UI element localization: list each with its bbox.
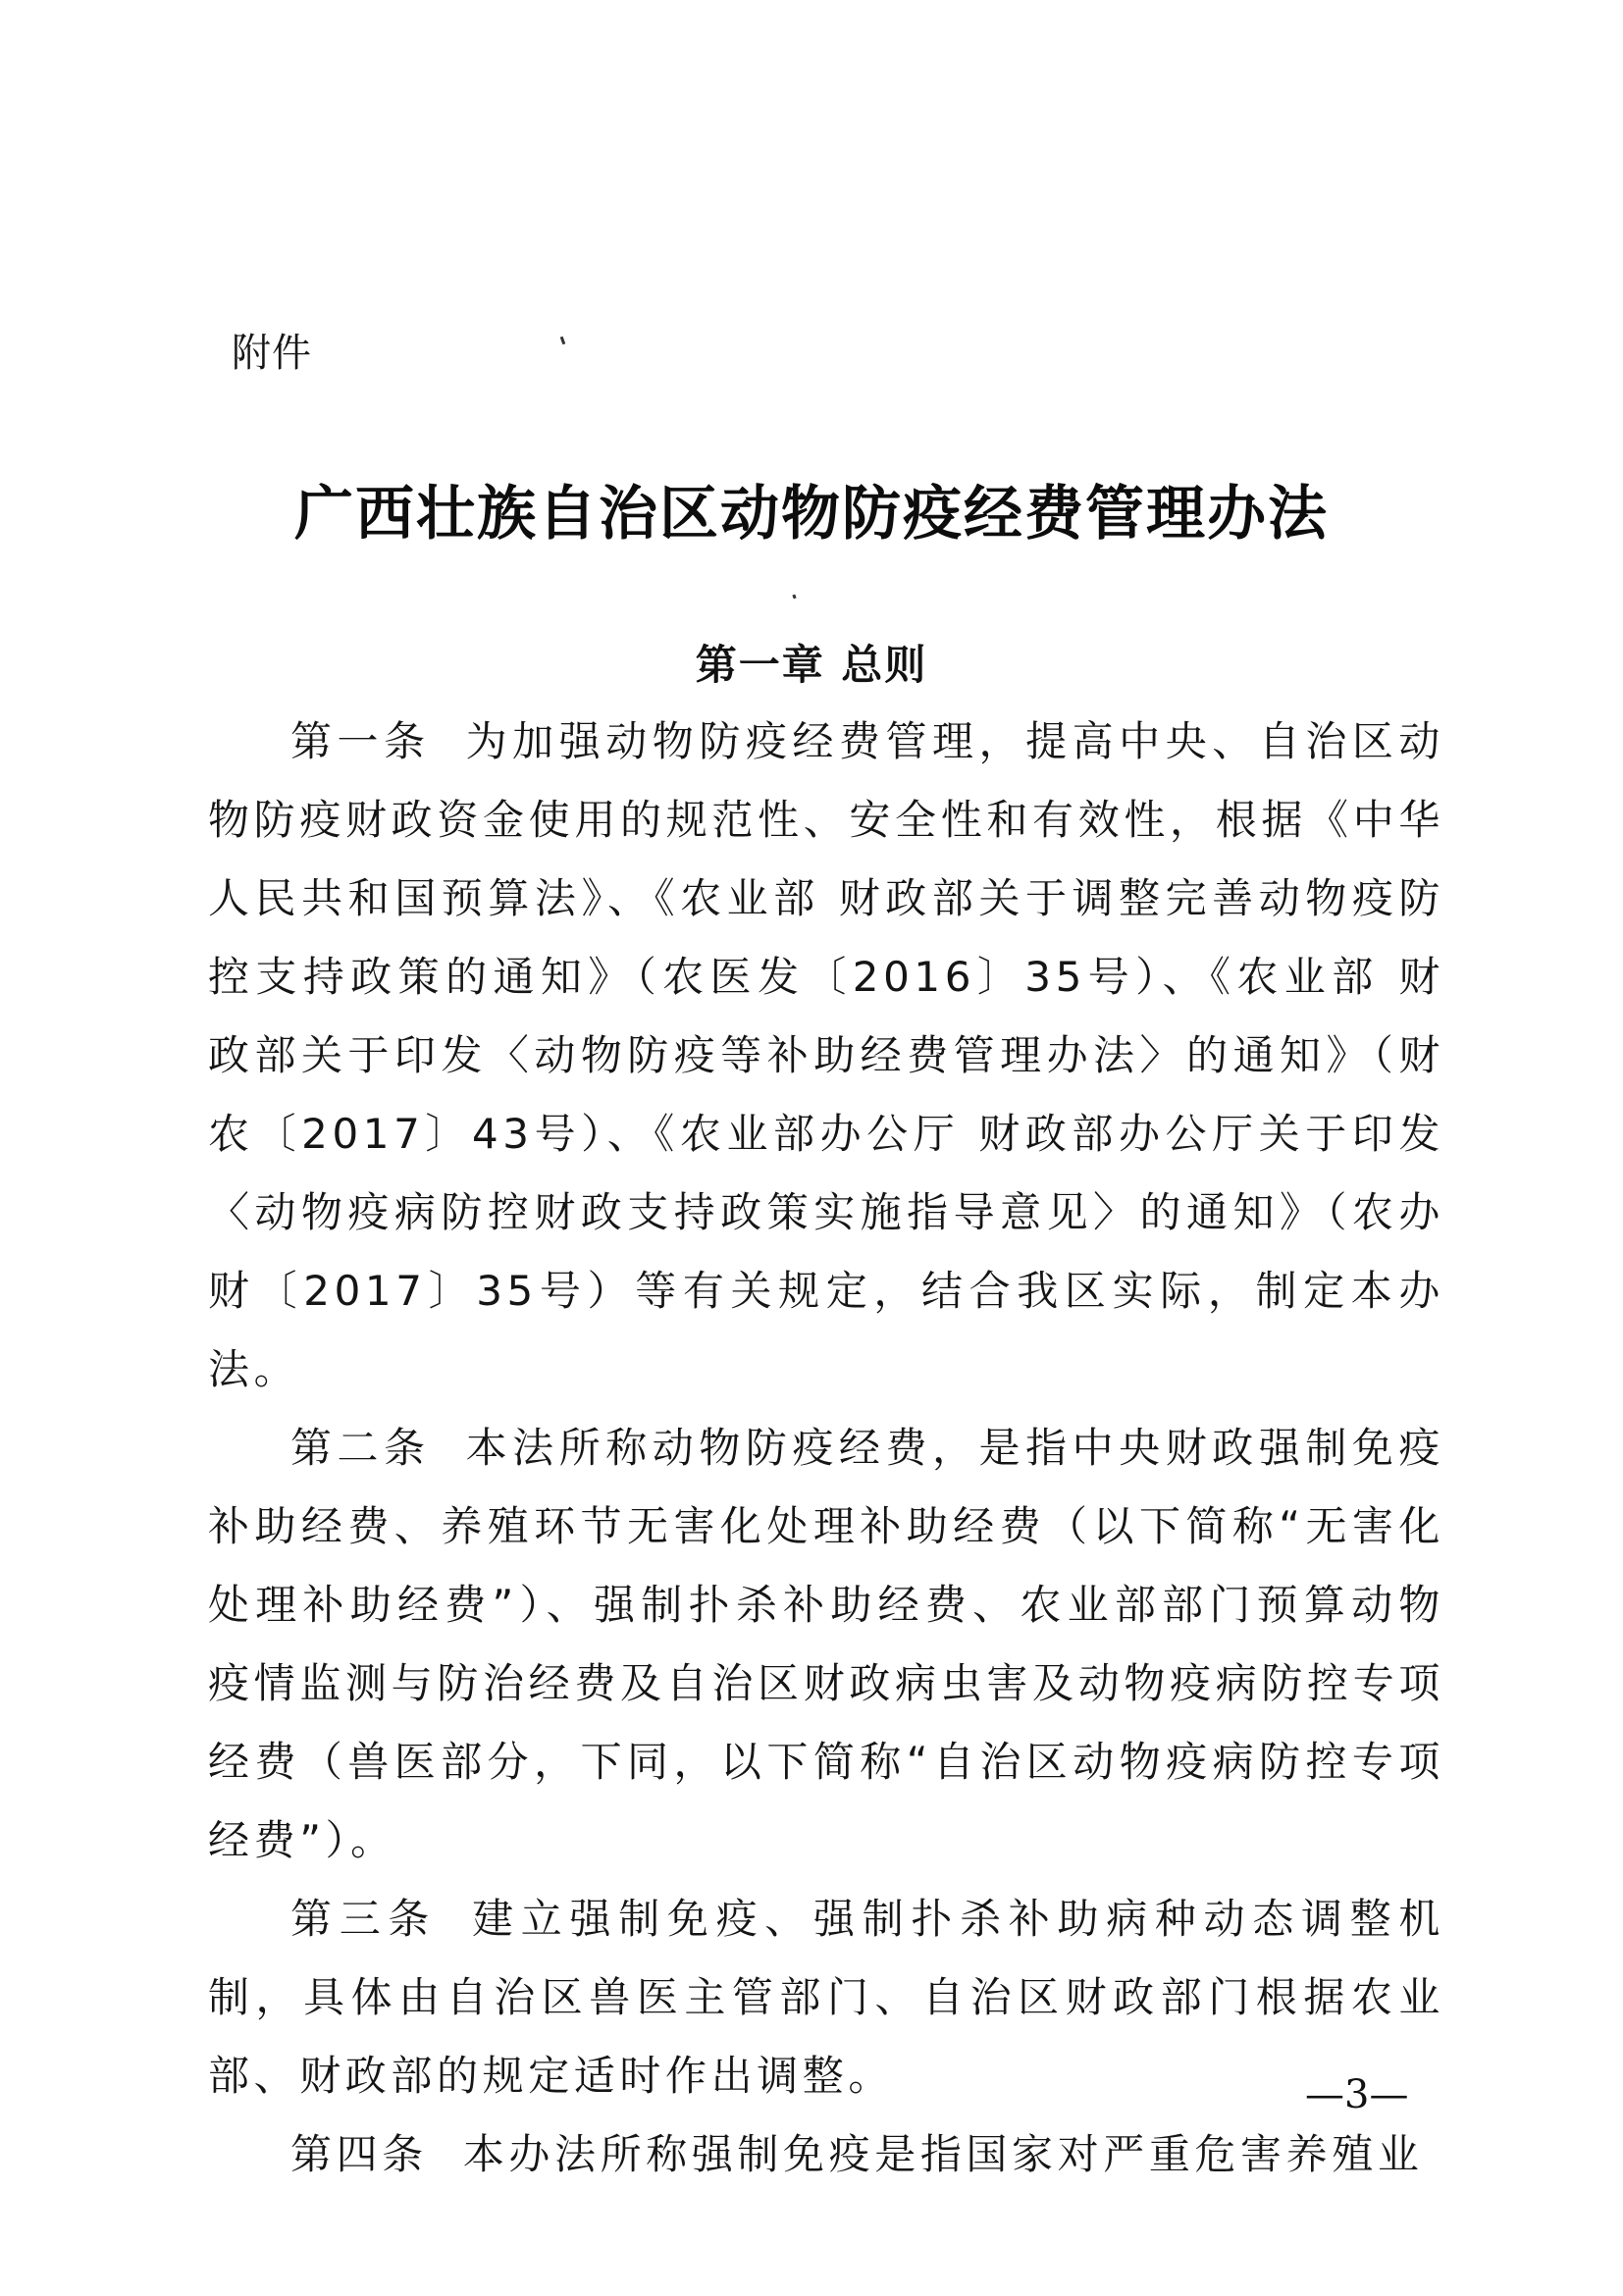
article-3 bbox=[208, 1880, 1444, 2115]
article-number: 第四条 bbox=[290, 2130, 428, 2178]
article-1 bbox=[208, 703, 1444, 1409]
page-number: —3— bbox=[1305, 2072, 1409, 2117]
article-text: 本办法所称强制免疫是指国家对严重危害养殖业 bbox=[462, 2130, 1424, 2178]
chapter-heading: 第一章 总则 bbox=[695, 641, 928, 689]
article-number: 第三条 bbox=[290, 1895, 438, 1943]
article-number: 第一条 bbox=[290, 717, 431, 765]
scan-artifact bbox=[560, 337, 566, 345]
article-text: 本法所称动物防疫经费，是指中央财政强制免疫补助经费、养殖环节无害化处理补助经费（以下简称“无害化处理补助经费”）、强制扑杀补助经费、农业部部门预算动物疫情监测与防治经费及自治区财政病虫害及动物疫病防控专项经费（兽医部分，下同，以下简称“自治区动物疫病防控专项经费”）。 bbox=[208, 1424, 1444, 1864]
scan-artifact bbox=[792, 595, 796, 600]
article-text: 为加强动物防疫经费管理，提高中央、自治区动物防疫财政资金使用的规范性、安全性和有效性，根据《中华人民共和国预算法》、《农业部 财政部关于调整完善动物疫防控支持政策的通知》（农医发〔2016〕35号）、《农业部 财政部关于印发〈动物防疫等补助经费管理办法〉的通知》（财农〔2017〕43号）、《农业部办公厅 财政部办公厅关于印发〈动物疫病防控财政支持政策实施指导意见〉的通知》（农办财〔2017〕35号）等有关规定，结合我区实际，制定本办法。 bbox=[208, 717, 1444, 1393]
document-body bbox=[208, 703, 1444, 2194]
article-2 bbox=[208, 1409, 1444, 1880]
document-title: 广西壮族自治区动物防疫经费管理办法 bbox=[294, 480, 1329, 548]
article-4 bbox=[208, 2115, 1444, 2194]
article-number: 第二条 bbox=[290, 1424, 431, 1472]
attachment-label: 附件 bbox=[232, 331, 312, 376]
article-text: 建立强制免疫、强制扑杀补助病种动态调整机制，具体由自治区兽医主管部门、自治区财政部门根据农业部、财政部的规定适时作出调整。 bbox=[208, 1895, 1444, 2100]
